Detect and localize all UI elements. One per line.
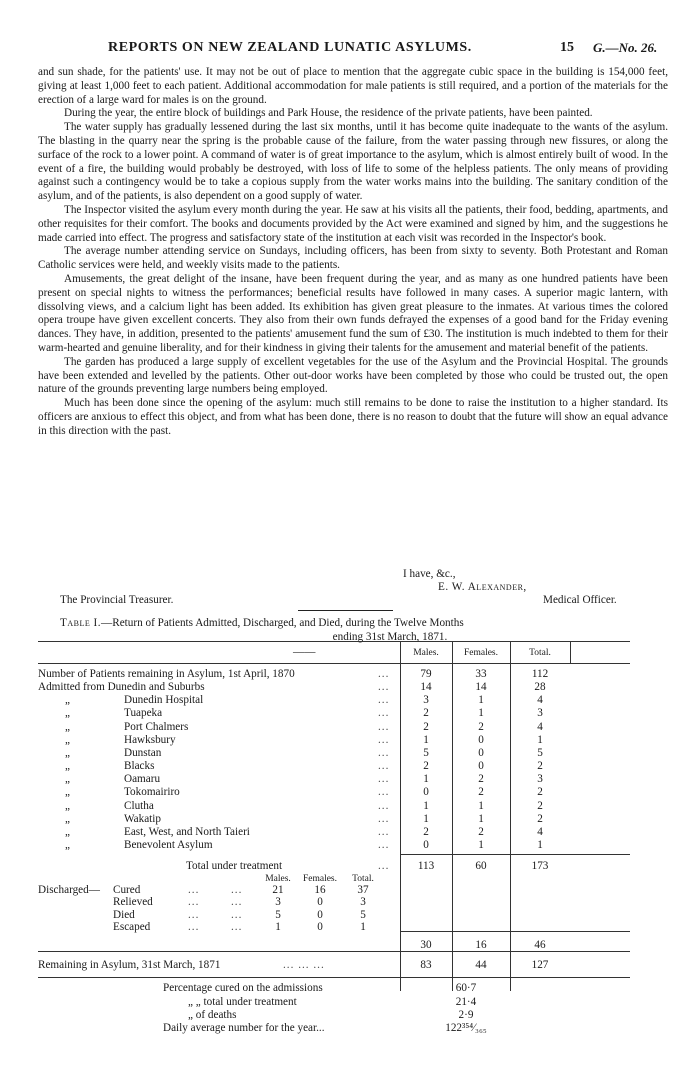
total-value: 5 [360, 908, 366, 921]
row-label: Oamaru [124, 773, 161, 786]
signatory-name: E. W. Alexander, [438, 581, 527, 593]
row-label: Wakatip [124, 812, 161, 825]
total-value: 127 [531, 959, 549, 972]
table-caption-line2: ending 31st March, 1871. [332, 631, 448, 643]
females-value: 2 [478, 825, 484, 838]
females-value: 2 [478, 720, 484, 733]
ditto-mark: „ [65, 799, 70, 812]
sub-column-header: Females. [302, 874, 338, 885]
total-value: 37 [357, 884, 369, 897]
body-paragraph: Amusements, the great delight of the insane, have been frequent during the year, and as many as one hundred patients have been present on special nights to witness the performances; beneficial results have followed in many cases. A superior magic lantern, with dissolving views, and a calcium light has been added. Its exhibition has given great pleasure to the inmates. At various times the colored opera troupe have given excellent concerts. They also from their own funds defrayed the expenses of a good band for the Friday evening dances. They have, in addition, presented to the patients' amusement fund the sum of £30. The institution is much indebted to them for their warm-hearted and genuine liberality, and for their kindness in giving their talents for the amusement and material benefit of the patients. [38, 272, 668, 354]
males-value: 1 [423, 812, 429, 825]
total-value: 4 [537, 694, 543, 707]
stat-label: „ „ total under treatment [188, 995, 297, 1008]
column-rule [510, 641, 511, 991]
males-value: 3 [423, 694, 429, 707]
total-value: 5 [537, 746, 543, 759]
total-value: 4 [537, 720, 543, 733]
total-value: 2 [537, 799, 543, 812]
discharge-rule [400, 931, 630, 932]
total-value: 1 [360, 921, 366, 933]
females-value: 1 [478, 799, 484, 812]
ditto-mark: „ [65, 746, 70, 759]
males-value: 1 [423, 799, 429, 812]
body-paragraph: The garden has produced a large supply of excellent vegetables for the use of the Asylum and the Provincial Hospital. The grounds have been extended and levelled by the patients. Other out-door works have been completed by those who could be trusted out, the open nature of the grounds preventing large numbers being employed. [38, 355, 668, 396]
ditto-mark: „ [65, 720, 70, 733]
column-rule [452, 641, 453, 991]
leader-dots: ... [378, 799, 390, 812]
males-value: 0 [423, 786, 429, 799]
row-label: Tokomairiro [124, 786, 180, 799]
leader-dots: ... [378, 668, 390, 680]
ditto-mark: „ [65, 812, 70, 825]
document-number: G.—No. 26. [593, 40, 658, 55]
table-caption-text: —Return of Patients Admitted, Discharged, and Died, during the Twelve Months [101, 617, 464, 629]
header-dash: —— [293, 646, 316, 658]
leader-dots: ... [378, 694, 390, 707]
leader-dots: ... [378, 825, 390, 838]
row-label: Benevolent Asylum [124, 838, 213, 851]
ditto-mark: „ [65, 786, 70, 799]
females-value: 1 [478, 694, 484, 707]
addressee: The Provincial Treasurer. [60, 594, 174, 606]
table-caption [60, 616, 660, 644]
males-value: 2 [423, 720, 429, 733]
body-paragraph: The average number attending service on Sundays, including officers, has been from sixty to seventy. Both Protestant and Roman Catholic services were held, and weekly visits made to the patients. [38, 245, 668, 272]
females-value: 16 [475, 939, 487, 952]
ditto-mark: „ [65, 733, 70, 746]
females-value: 16 [314, 884, 326, 897]
females-value: 44 [475, 959, 487, 972]
ditto-mark: „ [65, 760, 70, 773]
page-header [38, 0, 668, 55]
females-value: 0 [317, 896, 323, 909]
remaining-label: Remaining in Asylum, 31st March, 1871 [38, 959, 221, 972]
males-value: 3 [275, 896, 281, 909]
total-value: 3 [360, 896, 366, 909]
total-treatment-label: Total under treatment [186, 860, 283, 873]
males-value: 2 [423, 825, 429, 838]
females-value: 14 [475, 681, 487, 694]
discharged-label: Discharged— [38, 884, 100, 897]
stat-value: 2·9 [458, 1008, 474, 1021]
row-label: Number of Patients remaining in Asylum, 1st April, 1870 [38, 668, 295, 680]
stat-value: 21·4 [455, 995, 477, 1008]
discharge-category: Died [113, 908, 135, 921]
row-label: Tuapeka [124, 707, 163, 720]
report-body [38, 66, 668, 439]
row-label: Port Chalmers [124, 720, 189, 733]
ditto-mark: „ [65, 825, 70, 838]
total-value: 1 [537, 838, 543, 851]
closing-line: I have, &c., [403, 568, 456, 580]
stat-value: 60·7 [455, 982, 477, 995]
column-rule [400, 641, 401, 991]
table-bottom-rule [38, 977, 630, 978]
column-header: Total. [529, 648, 551, 658]
total-value: 2 [537, 786, 543, 799]
leader-dots: ... [231, 896, 243, 909]
females-value: 1 [478, 838, 484, 851]
males-value: 21 [272, 884, 284, 897]
discharge-category: Relieved [113, 896, 153, 909]
leader-dots: ... [188, 908, 200, 921]
males-value: 5 [275, 908, 281, 921]
body-paragraph: and sun shade, for the patients' use. It may not be out of place to mention that the aggregate cubic space in the building is 154,000 feet, giving at least 1,000 feet to each patient. Additional accommodation for male patients is still required, and a portion of the materials for the erection of a large ward for males is on the ground. [38, 66, 668, 106]
row-label: Dunstan [124, 746, 162, 759]
females-value: 0 [478, 733, 484, 746]
total-value: 3 [537, 707, 543, 720]
signatory-role: Medical Officer. [543, 594, 617, 606]
males-value: 0 [423, 838, 429, 851]
column-header: Females. [463, 648, 499, 658]
total-value: 173 [531, 860, 549, 873]
column-rule [570, 641, 571, 663]
row-label: Blacks [124, 760, 155, 773]
females-value: 2 [478, 786, 484, 799]
subtotal-rule [400, 854, 630, 855]
leader-dots: ... [188, 921, 200, 933]
body-paragraph: Much has been done since the opening of the asylum: much still remains to be done to raise the institution to a higher standard. Its officers are anxious to effect this object, and from what has been done, there is no reason to doubt that the future will show an equal advance in this direction with the past. [38, 397, 668, 437]
sub-column-header: Males. [265, 874, 291, 885]
ditto-mark: „ [65, 838, 70, 851]
stat-label: „ of deaths [188, 1008, 237, 1021]
females-value: 2 [478, 773, 484, 786]
leader-dots: ... [378, 860, 390, 873]
leader-dots: ... [188, 896, 200, 909]
females-value: 60 [475, 860, 487, 873]
body-paragraph: During the year, the entire block of buildings and Park House, the residence of the private patients, have been painted. [64, 107, 593, 120]
leader-dots: ... [231, 921, 243, 933]
leader-dots: ... [231, 908, 243, 921]
leader-dots: ... [378, 707, 390, 720]
males-value: 1 [423, 773, 429, 786]
females-value: 33 [475, 668, 487, 680]
sub-column-header: Total. [352, 874, 374, 885]
stat-label: Percentage cured on the admissions [163, 982, 323, 995]
total-value: 4 [537, 825, 543, 838]
document-page [38, 0, 668, 1034]
females-value: 1 [478, 812, 484, 825]
total-value: 2 [537, 760, 543, 773]
males-value: 79 [420, 668, 432, 680]
males-value: 30 [420, 939, 432, 952]
females-value: 0 [478, 760, 484, 773]
table-label: Table I. [60, 617, 102, 629]
leader-dots: ... [378, 838, 390, 851]
leader-dots: ... [378, 681, 390, 694]
column-header: Males. [413, 648, 439, 658]
ditto-mark: „ [65, 694, 70, 707]
running-title: REPORTS ON NEW ZEALAND LUNATIC ASYLUMS. [108, 40, 472, 55]
males-value: 1 [423, 733, 429, 746]
leader-dots: ... [231, 884, 243, 897]
row-label: Dunedin Hospital [124, 694, 204, 707]
males-value: 5 [423, 746, 429, 759]
total-value: 112 [531, 668, 549, 680]
stat-value: 122³⁵⁴⁄₃₆₅ [445, 1021, 487, 1034]
leader-dots: ... [378, 746, 390, 759]
leader-dots: ... [378, 760, 390, 773]
males-value: 14 [420, 681, 432, 694]
body-paragraph: The Inspector visited the asylum every month during the year. He saw at his visits all the patients, their food, bedding, apartments, and other requisites for their comfort. The books and documents provided by the Act were examined and signed by him, and the suggestions he made carried into effect. The progress and satisfactory state of the institution at each visit was recorded in the Inspector's book. [38, 203, 668, 244]
discharge-category: Escaped [113, 921, 151, 933]
males-value: 2 [423, 707, 429, 720]
section-divider [298, 610, 393, 611]
total-value: 28 [534, 681, 546, 694]
females-value: 0 [317, 921, 323, 933]
leader-dots: ... [378, 733, 390, 746]
leader-dots: ... [188, 884, 200, 897]
females-value: 1 [478, 707, 484, 720]
males-value: 1 [275, 921, 281, 933]
table-top-rule [38, 641, 630, 642]
females-value: 0 [478, 746, 484, 759]
remaining-top-rule [38, 951, 630, 952]
discharge-category: Cured [113, 884, 141, 897]
header-bottom-rule [38, 663, 630, 664]
females-value: 0 [317, 908, 323, 921]
leader-dots: ... [378, 812, 390, 825]
ditto-mark: „ [65, 773, 70, 786]
total-value: 1 [537, 733, 543, 746]
leader-dots: ... [378, 786, 390, 799]
leader-dots: ... [378, 720, 390, 733]
body-paragraph: The water supply has gradually lessened during the last six months, until it has become quite inadequate to the wants of the asylum. The blasting in the quarry near the spring is the probable cause of the failure, from the water passing through new fissures, or along the surface of the rock to a lower point. A command of water is of great importance to the asylum, which is almost entirely built of wood. In the event of a fire, the building would probably be destroyed, with loss of life to some of the helpless patients. The only means of providing against such a contingency would be to take a copious supply from the water works mains into the building. The sanitary condition of the asylum, and of the patients, is also dependent on a good supply of water. [38, 121, 668, 203]
males-value: 2 [423, 760, 429, 773]
ditto-mark: „ [65, 707, 70, 720]
row-label: Admitted from Dunedin and Suburbs [38, 681, 205, 694]
row-label: Hawksbury [124, 733, 176, 746]
page-number: 15 [560, 40, 574, 55]
stat-label: Daily average number for the year... [163, 1021, 325, 1034]
leader-dots: ... ... ... [283, 959, 325, 972]
males-value: 113 [417, 860, 435, 873]
leader-dots: ... [378, 773, 390, 786]
males-value: 83 [420, 959, 432, 972]
row-label: Clutha [124, 799, 154, 812]
total-value: 3 [537, 773, 543, 786]
total-value: 46 [534, 939, 546, 952]
row-label: East, West, and North Taieri [124, 825, 250, 838]
total-value: 2 [537, 812, 543, 825]
